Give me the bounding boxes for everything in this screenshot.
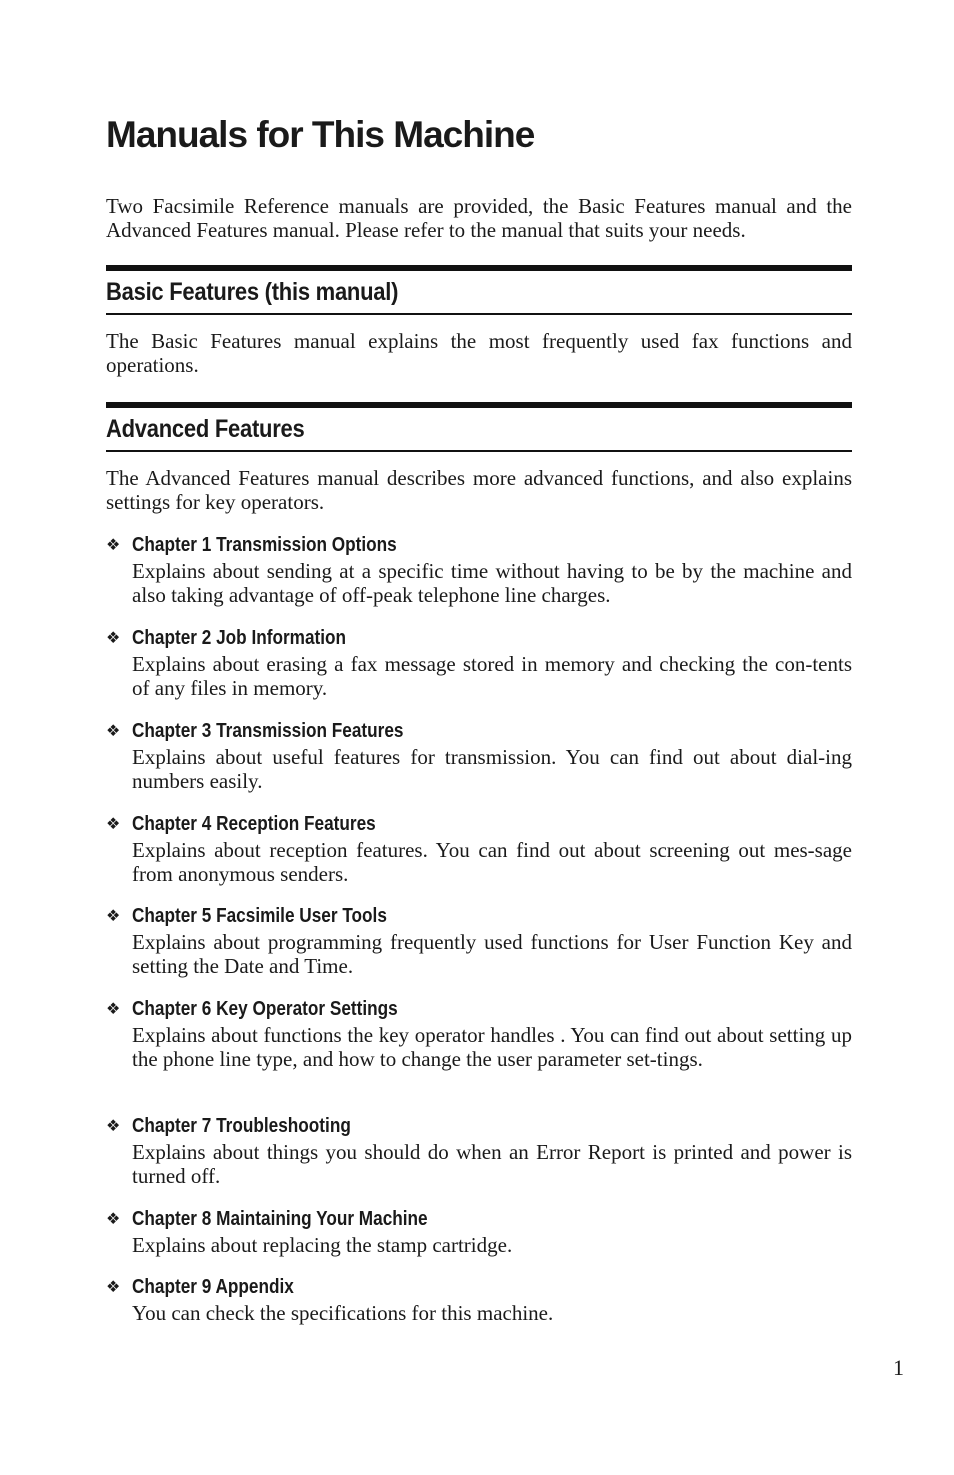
list-item [106,719,852,793]
section-description: The Basic Features manual explains the most frequently used fax functions and operations. [106,329,852,377]
chapter-description: You can check the specifications for this machine. [132,1301,554,1325]
section-basic-features [106,265,852,377]
diamond-bullet-icon: ❖ [106,721,121,740]
list-item [106,533,852,607]
chapter-description: Explains about replacing the stamp cartridge. [132,1233,513,1257]
chapter-description: Explains about things you should do when an Error Report is printed and power is turned off. [132,1140,852,1188]
list-item [106,626,852,700]
chapter-title: Chapter 8 Maintaining Your Machine [132,1208,428,1230]
chapter-title: Chapter 7 Troubleshooting [132,1115,351,1137]
list-item [106,1207,852,1257]
list-item [106,1114,852,1188]
chapter-title: Chapter 1 Transmission Options [132,534,397,556]
section-heading: Basic Features (this manual) [106,278,399,306]
section-advanced-features [106,402,852,514]
list-item [106,997,852,1071]
chapter-description: Explains about programming frequently used functions for User Function Key and setting the Date and Time. [132,930,852,978]
diamond-bullet-icon: ❖ [106,1209,121,1228]
chapter-description: Explains about functions the key operator handles . You can find out about setting up the phone line type, and how to change the user parameter set-tings. [132,1023,852,1071]
diamond-bullet-icon: ❖ [106,814,121,833]
page-title: Manuals for This Machine [106,114,535,155]
list-item [106,812,852,886]
chapter-description: Explains about erasing a fax message stored in memory and checking the con-tents of any files in memory. [132,652,852,700]
chapter-title: Chapter 3 Transmission Features [132,720,404,742]
chapter-title: Chapter 6 Key Operator Settings [132,998,398,1020]
diamond-bullet-icon: ❖ [106,535,121,554]
page-number: 1 [893,1355,904,1380]
section-description: The Advanced Features manual describes more advanced functions, and also explains settings for key operators. [106,466,852,514]
chapter-title: Chapter 2 Job Information [132,627,347,649]
list-item [106,904,852,978]
chapter-description: Explains about reception features. You can find out about screening out mes-sage from anonymous senders. [132,838,852,886]
diamond-bullet-icon: ❖ [106,1116,121,1135]
chapter-title: Chapter 9 Appendix [132,1276,294,1298]
intro-paragraph: Two Facsimile Reference manuals are provided, the Basic Features manual and the Advanced Features manual. Please refer to the manual that suits your needs. [106,194,852,242]
chapter-description: Explains about sending at a specific time without having to be by the machine and also taking advantage of off-peak telephone line charges. [132,559,852,607]
section-heading: Advanced Features [106,415,305,443]
diamond-bullet-icon: ❖ [106,1277,121,1296]
diamond-bullet-icon: ❖ [106,906,121,925]
diamond-bullet-icon: ❖ [106,999,121,1018]
chapter-title: Chapter 4 Reception Features [132,813,376,835]
section-bottom-rule [106,450,852,452]
list-item [106,1275,852,1325]
chapter-title: Chapter 5 Facsimile User Tools [132,905,387,927]
chapter-description: Explains about useful features for transmission. You can find out about dial-ing numbers easily. [132,745,852,793]
diamond-bullet-icon: ❖ [106,628,121,647]
section-bottom-rule [106,313,852,315]
